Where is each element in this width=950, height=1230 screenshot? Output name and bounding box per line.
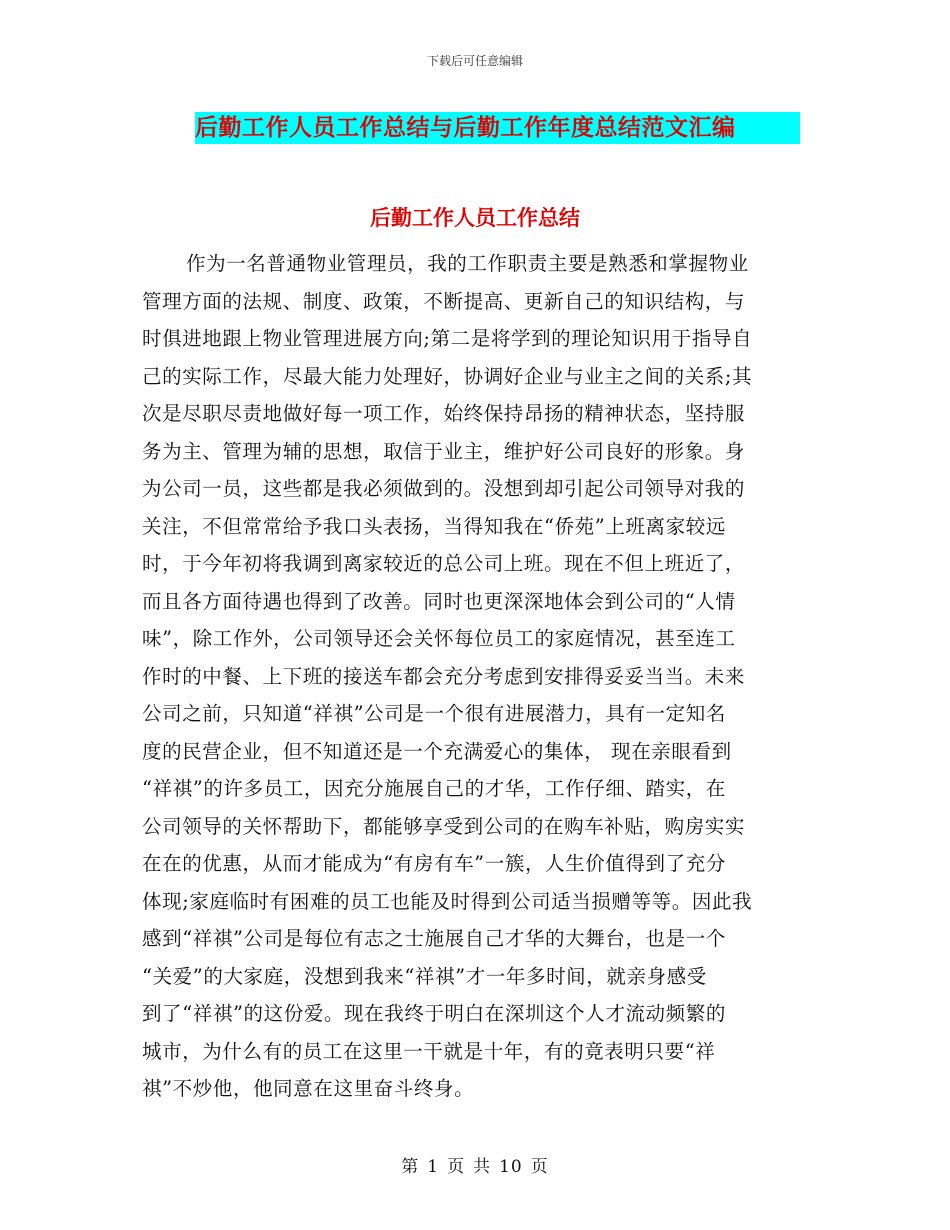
paragraph-line: 管理方面的法规、制度、政策，不断提高、更新自己的知识结构，与 xyxy=(142,289,746,313)
header-note: 下载后可任意编辑 xyxy=(426,54,523,68)
paragraph-line: 城市，为什么有的员工在这里一干就是十年，有的竟表明只要“祥 xyxy=(142,1039,716,1063)
paragraph-line: 味”，除工作外，公司领导还会关怀每位员工的家庭情况，甚至连工 xyxy=(142,627,736,650)
body-paragraph xyxy=(142,245,807,1108)
paragraph-line: 作时的中餐、上下班的接送车都会充分考虑到安排得妥妥当当。未来 xyxy=(142,664,746,688)
document-title: 后勤工作人员工作总结与后勤工作年度总结范文汇编 xyxy=(195,112,800,144)
page-footer xyxy=(0,1152,950,1177)
section-title: 后勤工作人员工作总结 xyxy=(370,206,580,230)
footer-suffix: 页 xyxy=(530,1157,549,1177)
footer-page-word: 页 xyxy=(447,1157,466,1177)
paragraph-line: 祺”不炒他，他同意在这里奋斗终身。 xyxy=(142,1077,475,1100)
paragraph-line: 公司领导的关怀帮助下，都能够享受到公司的在购车补贴，购房实实 xyxy=(142,814,746,838)
footer-total-word: 共 xyxy=(473,1157,492,1177)
paragraph-line: 次是尽职尽责地做好每一项工作，始终保持昂扬的精神状态，坚持服 xyxy=(142,402,746,425)
paragraph-line: 公司之前，只知道“祥祺”公司是一个很有进展潜力，具有一定知名 xyxy=(142,702,726,725)
paragraph-line: 关注，不但常常给予我口头表扬，当得知我在“侨苑”上班离家较远 xyxy=(142,514,726,538)
footer-page-number: 1 xyxy=(427,1157,440,1177)
paragraph-line: 己的实际工作，尽最大能力处理好，协调好企业与业主之间的关系;其 xyxy=(142,364,753,388)
footer-prefix: 第 xyxy=(401,1157,420,1177)
paragraph-line: 时，于今年初将我调到离家较近的总公司上班。现在不但上班近了， xyxy=(142,552,746,575)
paragraph-line: 为公司一员，这些都是我必须做到的。没想到却引起公司领导对我的 xyxy=(142,477,746,500)
paragraph-line: 在在的优惠，从而才能成为“有房有车”一簇，人生价值得到了充分 xyxy=(142,852,726,875)
paragraph-line: “祥祺”的许多员工，因充分施展自己的才华，工作仔细、踏实，在 xyxy=(142,777,726,800)
paragraph-line: 感到“祥祺”公司是每位有志之士施展自己才华的大舞台，也是一个 xyxy=(142,927,726,950)
paragraph-line: 而且各方面待遇也得到了改善。同时也更深深地体会到公司的“人情 xyxy=(142,589,736,613)
paragraph-line: 时俱进地跟上物业管理进展方向;第二是将学到的理论知识用于指导自 xyxy=(142,327,753,350)
paragraph-line: 到了“祥祺”的这份爱。现在我终于明白在深圳这个人才流动频繁的 xyxy=(142,1002,726,1025)
paragraph-line: 务为主、管理为辅的思想，取信于业主，维护好公司良好的形象。身 xyxy=(142,439,746,463)
paragraph-line: 作为一名普通物业管理员，我的工作职责主要是熟悉和掌握物业 xyxy=(186,252,749,275)
footer-total-pages: 10 xyxy=(499,1157,523,1177)
paragraph-line: 度的民营企业，但不知道还是一个充满爱心的集体， 现在亲眼看到 xyxy=(142,739,732,763)
paragraph-line: 体现;家庭临时有困难的员工也能及时得到公司适当损赠等等。因此我 xyxy=(142,889,753,913)
paragraph-line: “关爱”的大家庭，没想到我来“祥祺”才一年多时间，就亲身感受 xyxy=(142,964,707,988)
